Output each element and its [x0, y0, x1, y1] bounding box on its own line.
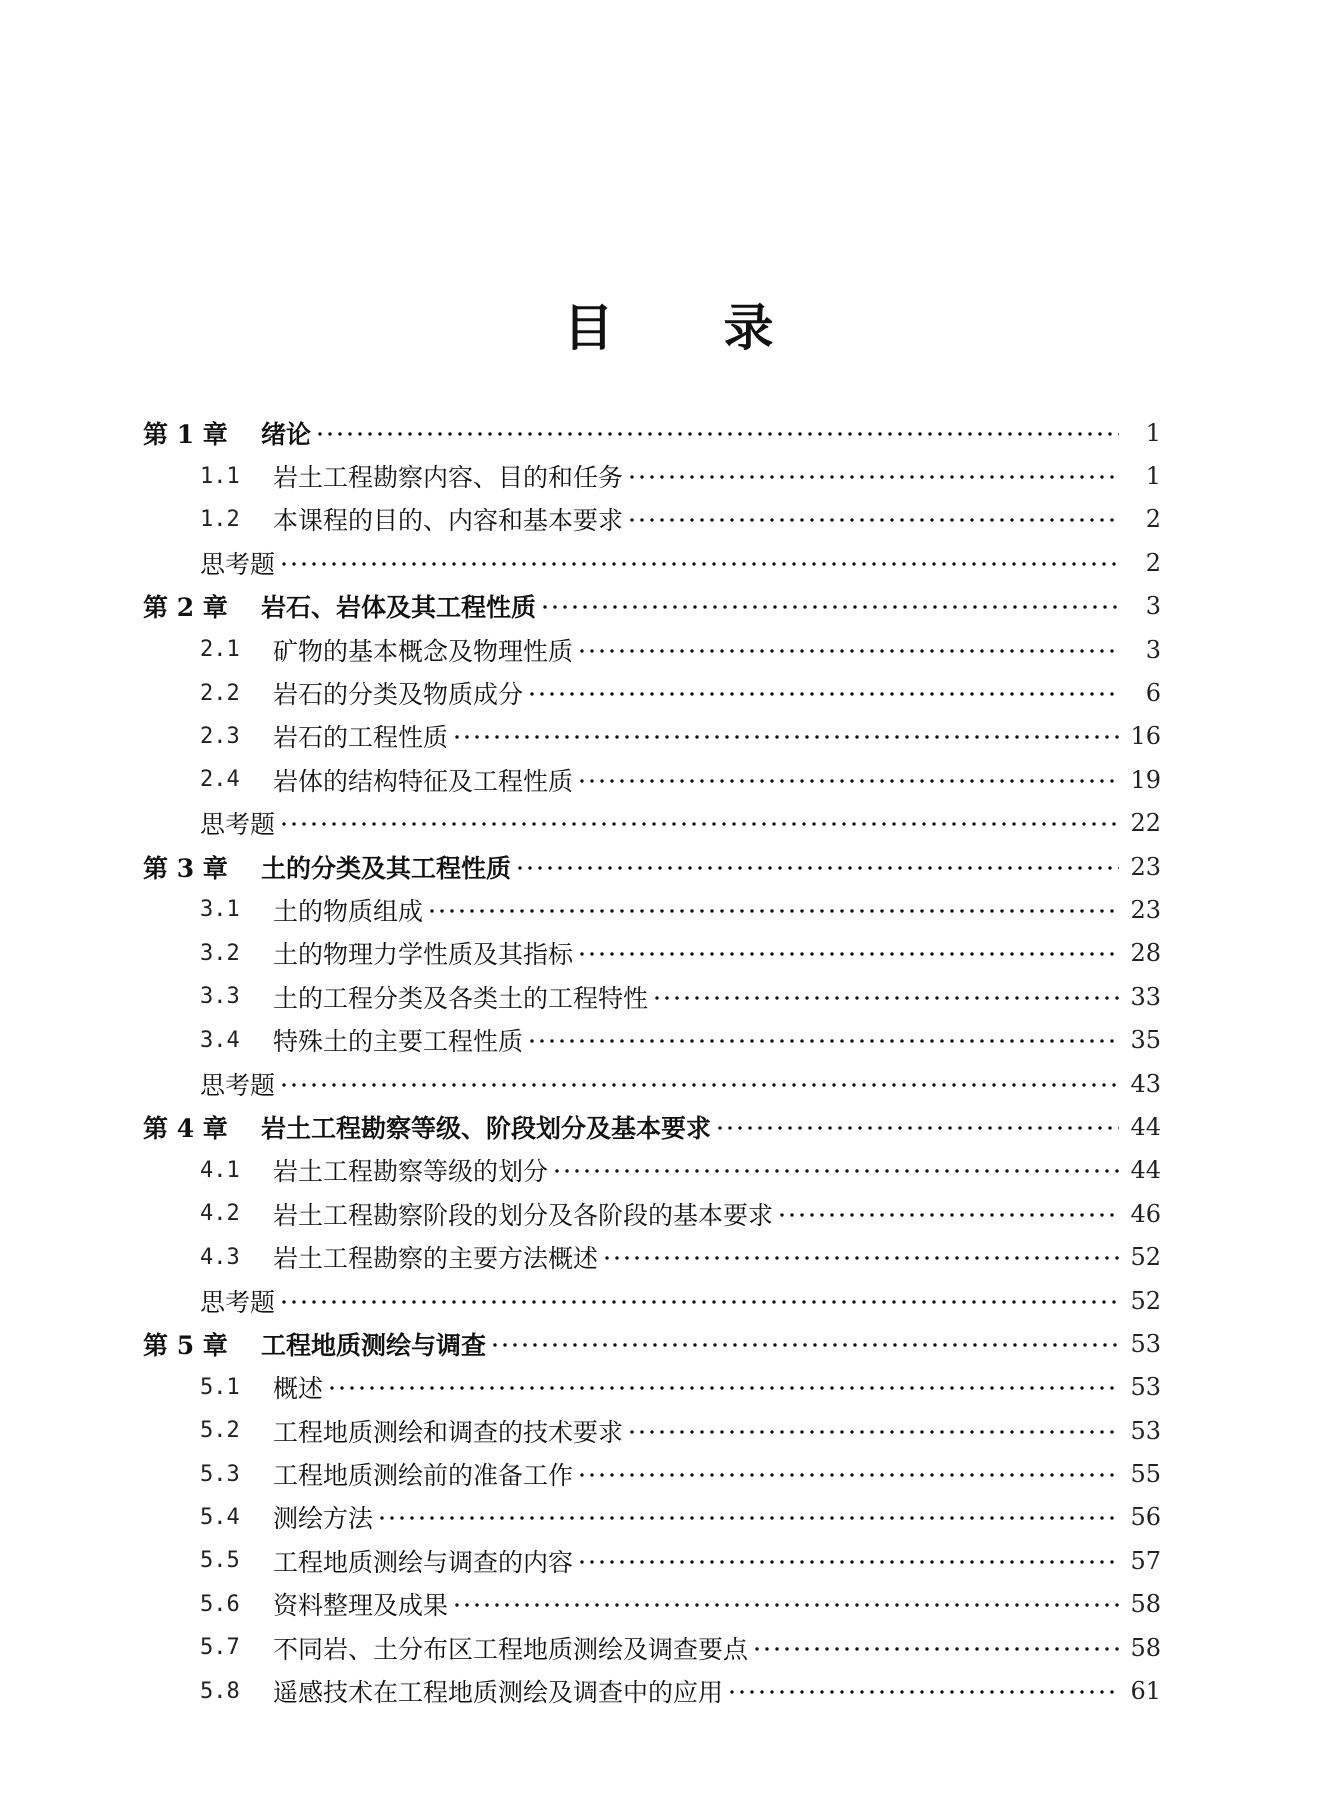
toc-section-row[interactable] — [143, 1018, 1161, 1061]
dot-leader — [515, 866, 1119, 870]
toc-entry-title: 思考题 — [200, 1070, 276, 1100]
toc-entry-number: 2.2 — [200, 680, 240, 706]
toc-entry-title: 工程地质测绘与调查的内容 — [273, 1547, 574, 1577]
dot-leader — [577, 1560, 1119, 1564]
dot-leader — [652, 996, 1119, 1000]
toc-entry-number: 第 4 章 — [143, 1113, 228, 1143]
toc-entry-number: 5.3 — [200, 1461, 240, 1487]
table-of-contents — [143, 411, 1161, 1713]
toc-entry-number: 3.1 — [200, 897, 240, 923]
toc-entry-title: 岩土工程勘察阶段的划分及各阶段的基本要求 — [273, 1200, 774, 1230]
toc-chapter-row[interactable] — [143, 411, 1161, 454]
dot-leader — [577, 1473, 1119, 1477]
dot-leader — [427, 909, 1119, 913]
toc-section-row[interactable] — [143, 932, 1161, 975]
toc-entry-number: 5.6 — [200, 1591, 240, 1617]
toc-chapter-row[interactable] — [143, 585, 1161, 628]
toc-entry-title: 本课程的目的、内容和基本要求 — [273, 506, 624, 536]
toc-entry-title: 岩石、岩体及其工程性质 — [261, 593, 537, 623]
page-title — [0, 298, 1337, 358]
dot-leader — [627, 1430, 1119, 1434]
toc-entry-title: 概述 — [273, 1374, 324, 1404]
toc-entry-title: 思考题 — [200, 549, 276, 579]
dot-leader — [627, 475, 1119, 479]
toc-entry-number: 1.2 — [200, 506, 240, 532]
dot-leader — [327, 1386, 1119, 1390]
toc-section-row[interactable] — [143, 1669, 1161, 1712]
toc-section-row[interactable] — [143, 1409, 1161, 1452]
toc-entry-title: 绪论 — [261, 419, 312, 449]
toc-entry-number: 5.1 — [200, 1374, 240, 1400]
toc-entry-number: 3.2 — [200, 940, 240, 966]
toc-entry-title: 岩土工程勘察等级的划分 — [273, 1157, 549, 1187]
toc-section-row[interactable] — [143, 1149, 1161, 1192]
dot-leader — [527, 1039, 1119, 1043]
dot-leader — [577, 952, 1119, 956]
toc-exercise-row[interactable] — [143, 1062, 1161, 1105]
toc-page-number: 52 — [1130, 1243, 1161, 1272]
dot-leader — [627, 518, 1119, 522]
toc-entry-number: 4.2 — [200, 1201, 240, 1227]
toc-entry-number: 第 5 章 — [143, 1330, 228, 1360]
toc-entry-title: 岩石的分类及物质成分 — [273, 680, 524, 710]
toc-section-row[interactable] — [143, 1496, 1161, 1539]
toc-entry-title: 工程地质测绘前的准备工作 — [273, 1461, 574, 1491]
toc-page-number: 28 — [1130, 939, 1161, 968]
dot-leader — [377, 1516, 1119, 1520]
toc-page-number: 57 — [1130, 1546, 1161, 1575]
dot-leader — [752, 1647, 1119, 1651]
toc-page-number: 22 — [1130, 809, 1161, 838]
toc-entry-title: 土的物质组成 — [273, 896, 424, 926]
toc-entry-title: 土的分类及其工程性质 — [261, 853, 512, 883]
toc-page-number: 56 — [1130, 1503, 1161, 1532]
toc-entry-number: 3.4 — [200, 1027, 240, 1053]
toc-page-number: 52 — [1130, 1286, 1161, 1315]
toc-page-number: 16 — [1130, 722, 1161, 751]
toc-page-number: 53 — [1130, 1373, 1161, 1402]
toc-section-row[interactable] — [143, 888, 1161, 931]
dot-leader — [452, 735, 1119, 739]
toc-section-row[interactable] — [143, 1539, 1161, 1582]
dot-leader — [727, 1690, 1119, 1694]
toc-entry-title: 岩土工程勘察等级、阶段划分及基本要求 — [261, 1113, 712, 1143]
toc-chapter-row[interactable] — [143, 845, 1161, 888]
toc-entry-number: 第 2 章 — [143, 593, 228, 623]
toc-page-number: 53 — [1130, 1416, 1161, 1445]
toc-entry-title: 思考题 — [200, 1287, 276, 1317]
toc-page-number: 6 — [1145, 679, 1161, 708]
toc-page-number: 19 — [1130, 765, 1161, 794]
dot-leader — [777, 1213, 1119, 1217]
toc-entry-title: 不同岩、土分布区工程地质测绘及调查要点 — [273, 1634, 749, 1664]
dot-leader — [540, 605, 1119, 609]
dot-leader — [490, 1343, 1119, 1347]
dot-leader — [279, 562, 1119, 566]
toc-page-number: 58 — [1130, 1590, 1161, 1619]
toc-section-row[interactable] — [143, 1366, 1161, 1409]
toc-entry-number: 2.4 — [200, 767, 240, 793]
toc-entry-title: 岩土工程勘察的主要方法概述 — [273, 1244, 599, 1274]
toc-page-number: 2 — [1145, 505, 1161, 534]
toc-section-row[interactable] — [143, 1452, 1161, 1495]
toc-section-row[interactable] — [143, 671, 1161, 714]
toc-section-row[interactable] — [143, 1235, 1161, 1278]
toc-page-number: 1 — [1145, 462, 1161, 491]
toc-section-row[interactable] — [143, 454, 1161, 497]
toc-page-number: 55 — [1130, 1460, 1161, 1489]
toc-entry-number: 5.2 — [200, 1418, 240, 1444]
page-title-char-1: 目 — [563, 298, 614, 357]
dot-leader — [279, 1300, 1119, 1304]
dot-leader — [452, 1603, 1119, 1607]
toc-exercise-row[interactable] — [143, 802, 1161, 845]
toc-entry-number: 第 1 章 — [143, 419, 228, 449]
toc-section-row[interactable] — [143, 628, 1161, 671]
dot-leader — [315, 432, 1119, 436]
toc-entry-title: 遥感技术在工程地质测绘及调查中的应用 — [273, 1678, 724, 1708]
toc-page-number: 1 — [1145, 418, 1161, 447]
toc-page-number: 46 — [1130, 1199, 1161, 1228]
toc-chapter-row[interactable] — [143, 1322, 1161, 1365]
dot-leader — [577, 649, 1119, 653]
page-title-char-2: 录 — [723, 298, 774, 357]
toc-section-row[interactable] — [143, 715, 1161, 758]
toc-page-number: 44 — [1130, 1156, 1161, 1185]
toc-entry-number: 3.3 — [200, 984, 240, 1010]
toc-entry-number: 4.1 — [200, 1157, 240, 1183]
toc-page-number: 2 — [1145, 548, 1161, 577]
toc-entry-number: 第 3 章 — [143, 853, 228, 883]
dot-leader — [279, 1083, 1119, 1087]
toc-entry-title: 岩石的工程性质 — [273, 723, 449, 753]
dot-leader — [602, 1256, 1119, 1260]
toc-page-number: 33 — [1130, 982, 1161, 1011]
toc-section-row[interactable] — [143, 975, 1161, 1018]
toc-entry-title: 土的物理力学性质及其指标 — [273, 940, 574, 970]
toc-entry-title: 岩体的结构特征及工程性质 — [273, 766, 574, 796]
dot-leader — [577, 779, 1119, 783]
toc-chapter-row[interactable] — [143, 1105, 1161, 1148]
toc-entry-number: 5.4 — [200, 1504, 240, 1530]
toc-page-number: 23 — [1130, 852, 1161, 881]
toc-section-row[interactable] — [143, 1626, 1161, 1669]
toc-entry-title: 工程地质测绘与调查 — [261, 1330, 487, 1360]
toc-entry-number: 2.1 — [200, 637, 240, 663]
toc-entry-title: 工程地质测绘和调查的技术要求 — [273, 1417, 624, 1447]
toc-exercise-row[interactable] — [143, 1279, 1161, 1322]
toc-entry-number: 4.3 — [200, 1244, 240, 1270]
toc-section-row[interactable] — [143, 758, 1161, 801]
toc-entry-number: 2.3 — [200, 723, 240, 749]
dot-leader — [527, 692, 1119, 696]
toc-section-row[interactable] — [143, 1583, 1161, 1626]
toc-entry-title: 土的工程分类及各类土的工程特性 — [273, 983, 649, 1013]
dot-leader — [279, 822, 1119, 826]
toc-section-row[interactable] — [143, 498, 1161, 541]
toc-page-number: 43 — [1130, 1069, 1161, 1098]
dot-leader — [552, 1169, 1119, 1173]
toc-page-number: 23 — [1130, 895, 1161, 924]
toc-entry-number: 5.8 — [200, 1678, 240, 1704]
toc-entry-title: 特殊土的主要工程性质 — [273, 1027, 524, 1057]
toc-page-number: 61 — [1130, 1677, 1161, 1706]
toc-entry-title: 资料整理及成果 — [273, 1591, 449, 1621]
toc-section-row[interactable] — [143, 1192, 1161, 1235]
toc-entry-number: 1.1 — [200, 463, 240, 489]
toc-entry-title: 思考题 — [200, 810, 276, 840]
dot-leader — [715, 1126, 1119, 1130]
toc-page-number: 3 — [1145, 635, 1161, 664]
toc-page-number: 58 — [1130, 1633, 1161, 1662]
toc-exercise-row[interactable] — [143, 541, 1161, 584]
toc-page-number: 3 — [1145, 592, 1161, 621]
toc-entry-number: 5.5 — [200, 1548, 240, 1574]
toc-page-number: 53 — [1130, 1329, 1161, 1358]
toc-entry-title: 矿物的基本概念及物理性质 — [273, 636, 574, 666]
toc-entry-number: 5.7 — [200, 1635, 240, 1661]
toc-page-number: 44 — [1130, 1112, 1161, 1141]
toc-page-number: 35 — [1130, 1026, 1161, 1055]
toc-entry-title: 岩土工程勘察内容、目的和任务 — [273, 463, 624, 493]
toc-entry-title: 测绘方法 — [273, 1504, 374, 1534]
